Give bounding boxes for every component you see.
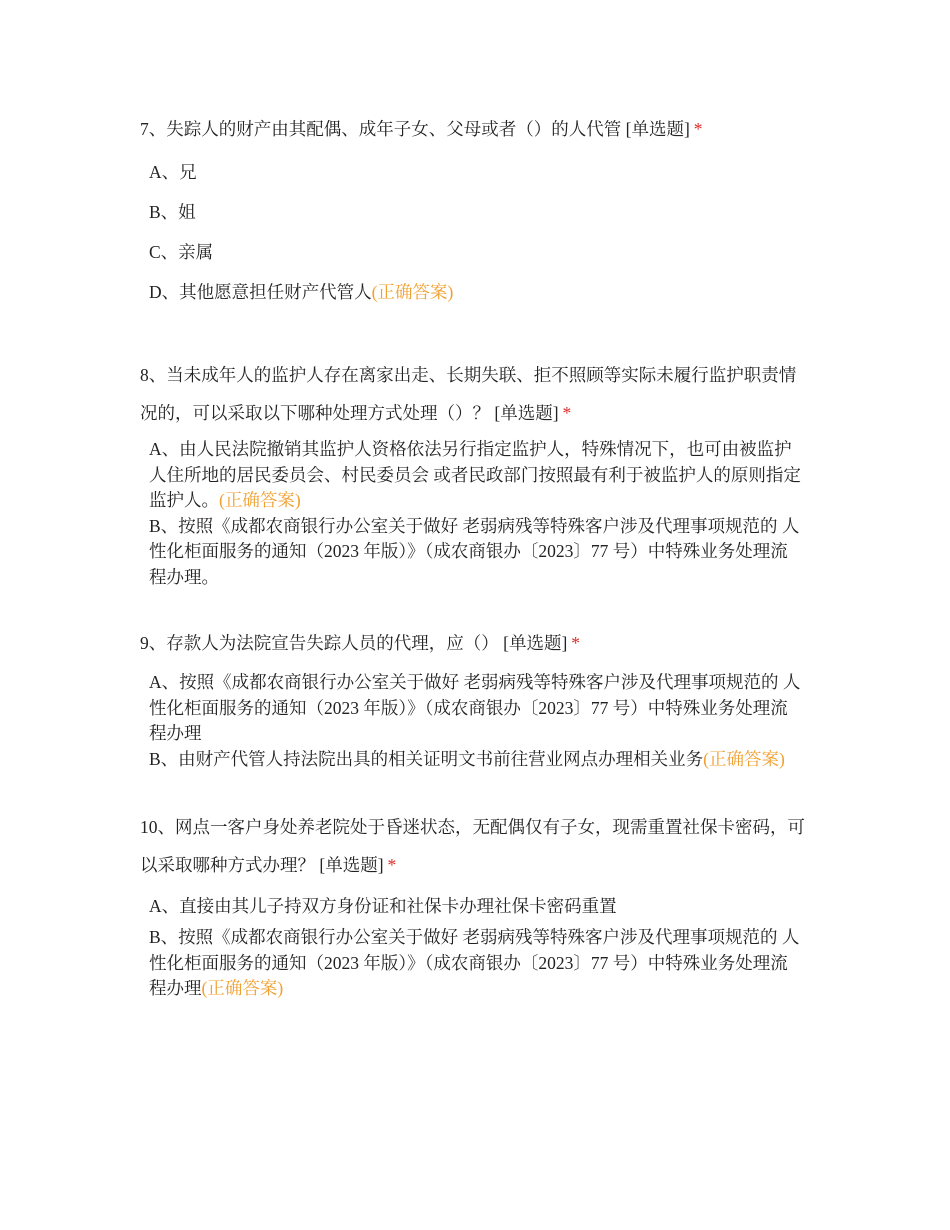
question-text: 9、存款人为法院宣告失踪人员的代理，应（）: [140, 633, 499, 653]
correct-answer-badge: (正确答案): [201, 978, 284, 998]
question-text: 7、失踪人的财产由其配偶、成年子女、父母或者（）的人代管: [140, 119, 622, 139]
option-text: C、亲属: [149, 242, 214, 262]
option-a[interactable]: [149, 437, 805, 514]
question-title: [140, 624, 805, 662]
option-text: B、按照《成都农商银行办公室关于做好 老弱病残等特殊客户涉及代理事项规范的 人性化柜面服务的通知（2023 年版）》（成农商银办〔2023〕77 号）中特殊业务处理流程办理。: [149, 515, 800, 587]
correct-answer-badge: (正确答案): [371, 282, 454, 302]
option-b[interactable]: [149, 747, 805, 773]
required-mark: *: [562, 403, 572, 423]
question-title: [140, 110, 805, 148]
option-text: A、兄: [149, 162, 197, 182]
question-10: [140, 808, 805, 1002]
question-text: 8、当未成年人的监护人存在离家出走、长期失联、拒不照顾等实际未履行监护职责情况的，可以采取以下哪种处理方式处理（）？: [140, 365, 797, 423]
question-9: [140, 624, 805, 772]
quiz-page: [140, 110, 805, 1002]
option-text: A、由人民法院撤销其监护人资格依法另行指定监护人，特殊情况下，也可由被监护人住所地的居民委员会、村民委员会 或者民政部门按照最有利于被监护人的原则指定监护人。: [149, 439, 801, 510]
option-list: [140, 437, 805, 590]
option-d[interactable]: [149, 272, 805, 312]
question-title: [140, 808, 805, 884]
question-type: [单选题]: [503, 633, 568, 653]
question-8: [140, 356, 805, 590]
option-b[interactable]: [149, 514, 805, 591]
option-b[interactable]: [149, 192, 805, 232]
question-7: [140, 110, 805, 312]
required-mark: *: [693, 119, 703, 139]
option-text: B、姐: [149, 202, 196, 222]
option-list: [140, 152, 805, 312]
question-title: [140, 356, 805, 432]
required-mark: *: [387, 855, 397, 875]
option-text: A、直接由其儿子持双方身份证和社保卡办理社保卡密码重置: [149, 896, 617, 916]
question-text: 10、网点一客户身处养老院处于昏迷状态，无配偶仅有子女，现需重置社保卡密码，可以采取哪种方式办理？: [140, 817, 805, 875]
option-list: [140, 891, 805, 1002]
correct-answer-badge: (正确答案): [703, 748, 785, 769]
option-text: D、其他愿意担任财产代管人: [149, 282, 372, 302]
option-a[interactable]: [149, 152, 805, 192]
option-b[interactable]: [149, 925, 805, 1002]
option-text: A、按照《成都农商银行办公室关于做好 老弱病残等特殊客户涉及代理事项规范的 人性化柜面服务的通知（2023 年版）》（成农商银办〔2023〕77 号）中特殊业务处理流程办理: [149, 672, 801, 743]
question-type: [单选题]: [319, 855, 384, 875]
correct-answer-badge: (正确答案): [219, 490, 301, 510]
option-c[interactable]: [149, 232, 805, 272]
option-text: B、按照《成都农商银行办公室关于做好 老弱病残等特殊客户涉及代理事项规范的 人性化柜面服务的通知（2023 年版）》（成农商银办〔2023〕77 号）中特殊业务处理流程办理: [149, 927, 800, 998]
option-list: [140, 670, 805, 772]
question-type: [单选题]: [494, 403, 559, 423]
option-a[interactable]: [149, 891, 805, 921]
option-text: B、由财产代管人持法院出具的相关证明文书前往营业网点办理相关业务: [149, 748, 704, 769]
question-type: [单选题]: [625, 119, 690, 139]
option-a[interactable]: [149, 670, 805, 747]
required-mark: *: [571, 633, 581, 653]
